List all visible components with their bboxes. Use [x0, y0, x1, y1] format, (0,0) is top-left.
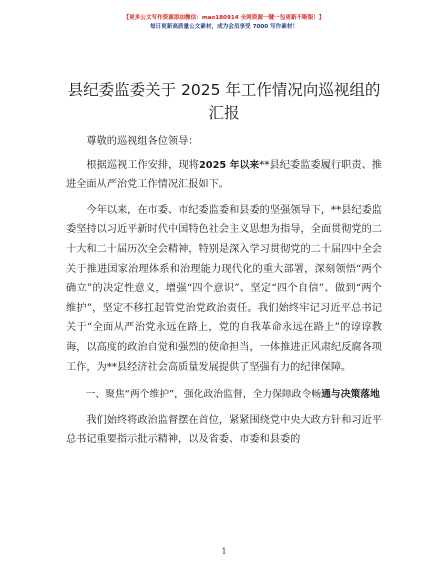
intro-text-bold: 2025 年以来 [198, 159, 260, 171]
salutation: 尊敬的巡视组各位领导： [86, 136, 199, 147]
page-number: 1 [221, 547, 227, 556]
promo-banner-line-2: 每日更新高质量公文素材，成为会员享受 7000 写作素材！ [149, 24, 299, 30]
section-heading-1-bold: 通与决策落地 [321, 389, 380, 401]
paragraph-3: 我们始终将政治监督摆在首位，紧紧围绕党中央大政方针和习近平总书记重要指示批示精神，以及省委、市委和县委的 [66, 414, 382, 446]
promo-banner [0, 14, 448, 32]
section-heading-1 [66, 385, 382, 405]
document-title: 县纪委监委关于 2025 年工作情况向巡视组的汇报 [67, 81, 381, 122]
paragraph-2: 今年以来，在市委、市纪委监委和县委的坚强领导下，**县纪委监委坚持以习近平新时代中国特色社会主义思想为指导，全面贯彻党的二十大和二十届历次全会精神，特别是深入学习贯彻党的二十届四中全会关于推进国家治理体系和治理能力现代化的重大部署，深刻领悟“两个确立”的决定性意义，增强“四个意识”、坚定“四个自信”、做到“两个维护”，坚定不移扛起管党治党政治责任。我们始终牢记习近平总书记关于“全面从严治党永远在路上，党的自我革命永远在路上”的谆谆教诲，以高度的政治自觉和强烈的使命担当，一体推进正风肃纪反腐各项工作，为**县经济社会高质量发展提供了坚强有力的纪律保障。 [66, 204, 382, 373]
promo-banner-line-1: 【更多公文写作资源添加微信：mao180914 全网资源一键一包更新不断版！】 [123, 15, 325, 21]
intro-text-before: 根据巡视工作安排，现将 [86, 159, 199, 171]
section-heading-1-normal: 一、聚焦“两个维护”，强化政治监督，全力保障政令畅 [85, 389, 322, 401]
document-body [66, 132, 382, 450]
intro-text-after: **县纪委监委履行职责、推进全面从严治党工作情况汇报如下。 [66, 159, 382, 191]
intro-paragraph [66, 156, 382, 195]
